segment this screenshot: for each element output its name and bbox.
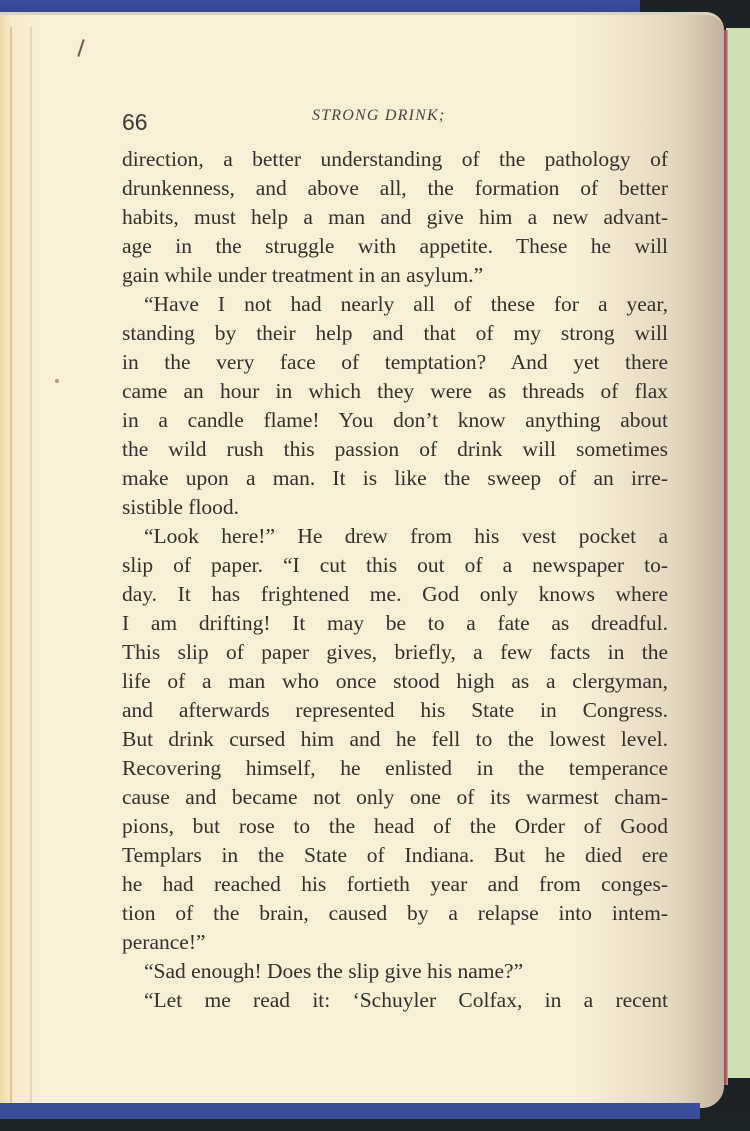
text-line: “Look here!” He drew from his vest pocket a bbox=[144, 524, 668, 548]
facing-page-strip bbox=[726, 28, 750, 1078]
text-line: drunkenness, and above all, the formation of better bbox=[122, 176, 668, 200]
text-line: life of a man who once stood high as a clergyman, bbox=[122, 669, 668, 693]
text-line: sistible flood. bbox=[122, 495, 240, 519]
table-surface bbox=[0, 1119, 750, 1131]
book-page bbox=[0, 12, 724, 1108]
pencil-mark bbox=[77, 39, 84, 57]
text-line: the wild rush this passion of drink will sometimes bbox=[122, 437, 668, 461]
gutter-shadow-inner bbox=[30, 27, 32, 1117]
text-line: cause and became not only one of its warmest cham- bbox=[122, 785, 668, 809]
text-line: came an hour in which they were as threads of flax bbox=[122, 379, 668, 403]
text-line: habits, must help a man and give him a new advant- bbox=[122, 205, 668, 229]
body-text bbox=[122, 145, 668, 1015]
text-line: “Have I not had nearly all of these for a year, bbox=[144, 292, 668, 316]
text-line: “Let me read it: ‘Schuyler Colfax, in a recent bbox=[144, 988, 668, 1012]
text-line: Templars in the State of Indiana. But he died ere bbox=[122, 843, 668, 867]
text-line: pions, but rose to the head of the Order of Good bbox=[122, 814, 668, 838]
text-line: But drink cursed him and he fell to the lowest level. bbox=[122, 727, 668, 751]
text-line: direction, a better understanding of the pathology of bbox=[122, 147, 668, 171]
text-line: perance!” bbox=[122, 930, 206, 954]
page-number: 66 bbox=[122, 109, 148, 135]
text-line: and afterwards represented his State in Congress. bbox=[122, 698, 668, 722]
text-line: Recovering himself, he enlisted in the temperance bbox=[122, 756, 668, 780]
book-cover-bottom-edge bbox=[0, 1103, 700, 1119]
running-head: STRONG DRINK; bbox=[312, 107, 446, 124]
text-line: he had reached his fortieth year and from conges- bbox=[122, 872, 668, 896]
text-line: in the very face of temptation? And yet there bbox=[122, 350, 668, 374]
page-header bbox=[120, 107, 670, 137]
text-line: standing by their help and that of my strong will bbox=[122, 321, 668, 345]
text-line: age in the struggle with appetite. These he will bbox=[122, 234, 668, 258]
gutter-shadow bbox=[10, 27, 12, 1117]
text-line: in a candle flame! You don’t know anything about bbox=[122, 408, 668, 432]
text-line: tion of the brain, caused by a relapse into intem- bbox=[122, 901, 668, 925]
text-line: slip of paper. “I cut this out of a newspaper to- bbox=[122, 553, 668, 577]
text-line: I am drifting! It may be to a fate as dreadful. bbox=[122, 611, 668, 635]
text-line: make upon a man. It is like the sweep of an irre- bbox=[122, 466, 668, 490]
text-line: “Sad enough! Does the slip give his name?” bbox=[144, 959, 524, 983]
text-line: This slip of paper gives, briefly, a few facts in the bbox=[122, 640, 668, 664]
text-line: gain while under treatment in an asylum.” bbox=[122, 263, 484, 287]
text-line: day. It has frightened me. God only knows where bbox=[122, 582, 668, 606]
foxing-spot bbox=[55, 379, 59, 383]
